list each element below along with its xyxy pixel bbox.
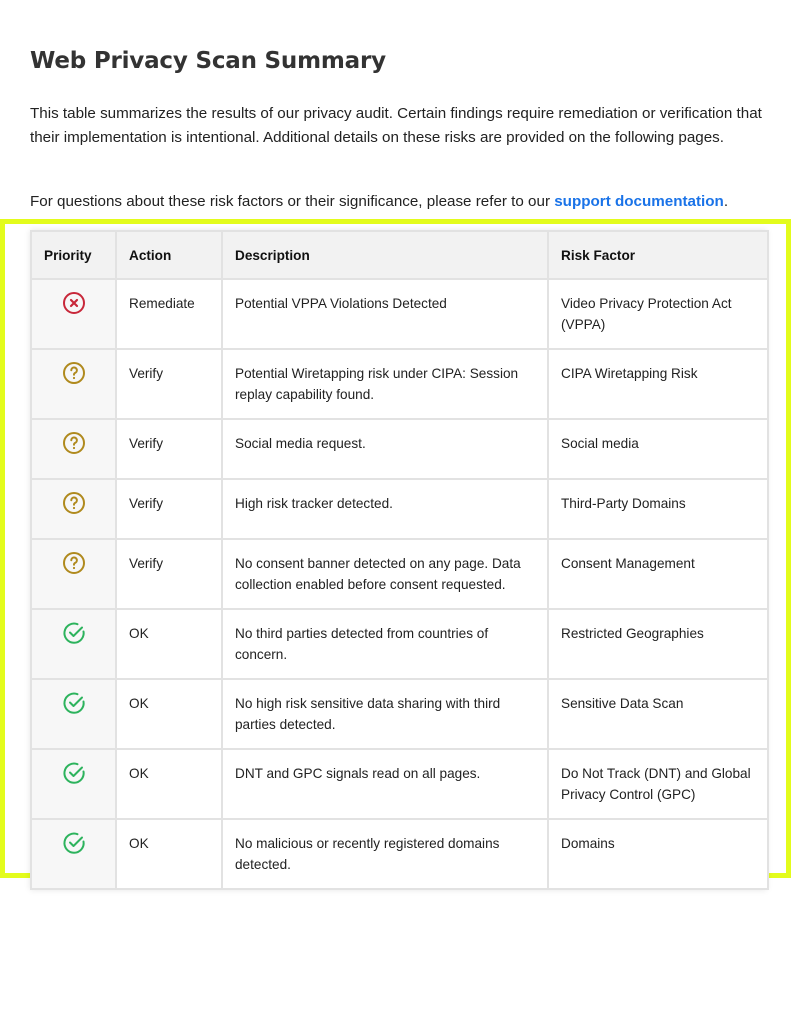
scan-summary-table [30,230,769,890]
priority-cell [31,349,116,419]
table-row [31,479,768,539]
description-cell: High risk tracker detected. [222,479,548,539]
description-cell: No consent banner detected on any page. Data collection enabled before consent requested. [222,539,548,609]
table-row [31,679,768,749]
risk-factor-cell: Domains [548,819,768,889]
action-cell: Verify [116,479,222,539]
header-action: Action [116,231,222,279]
description-cell: Social media request. [222,419,548,479]
priority-cell [31,749,116,819]
question-circle-icon [62,361,86,385]
risk-factor-cell: CIPA Wiretapping Risk [548,349,768,419]
priority-cell [31,279,116,349]
check-circle-icon [62,691,86,715]
page-title: Web Privacy Scan Summary [30,48,386,74]
check-circle-icon [62,831,86,855]
question-circle-icon [62,551,86,575]
header-description: Description [222,231,548,279]
question-circle-icon [62,491,86,515]
risk-factor-cell: Consent Management [548,539,768,609]
priority-cell [31,609,116,679]
description-cell: No high risk sensitive data sharing with third parties detected. [222,679,548,749]
priority-cell [31,419,116,479]
table-row [31,419,768,479]
questions-text: For questions about these risk factors or their significance, please refer to our [30,193,555,210]
risk-factor-cell: Social media [548,419,768,479]
action-cell: Verify [116,539,222,609]
risk-factor-cell: Third-Party Domains [548,479,768,539]
action-cell: OK [116,819,222,889]
risk-factor-cell: Video Privacy Protection Act (VPPA) [548,279,768,349]
check-circle-icon [62,761,86,785]
scan-summary-table-container [30,230,767,890]
check-circle-icon [62,621,86,645]
action-cell: Remediate [116,279,222,349]
risk-factor-cell: Sensitive Data Scan [548,679,768,749]
questions-paragraph [30,190,775,214]
risk-factor-cell: Do Not Track (DNT) and Global Privacy Control (GPC) [548,749,768,819]
priority-cell [31,539,116,609]
action-cell: OK [116,749,222,819]
table-row [31,749,768,819]
question-circle-icon [62,431,86,455]
questions-suffix: . [723,193,729,210]
intro-paragraph: This table summarizes the results of our privacy audit. Certain findings require remediation or verification that their implementation is intentional. Additional details on these risks are provided on the following pages. [30,105,762,146]
action-cell: Verify [116,419,222,479]
support-documentation-link[interactable]: support documentation [554,193,724,210]
action-cell: Verify [116,349,222,419]
description-cell: No malicious or recently registered domains detected. [222,819,548,889]
action-cell: OK [116,679,222,749]
header-priority: Priority [31,231,116,279]
description-cell: No third parties detected from countries of concern. [222,609,548,679]
description-cell: Potential Wiretapping risk under CIPA: Session replay capability found. [222,349,548,419]
description-cell: DNT and GPC signals read on all pages. [222,749,548,819]
priority-cell [31,479,116,539]
x-circle-icon [62,291,86,315]
table-row [31,539,768,609]
description-cell: Potential VPPA Violations Detected [222,279,548,349]
table-row [31,609,768,679]
table-header-row [31,231,768,279]
table-row [31,819,768,889]
action-cell: OK [116,609,222,679]
priority-cell [31,819,116,889]
risk-factor-cell: Restricted Geographies [548,609,768,679]
table-row [31,279,768,349]
priority-cell [31,679,116,749]
table-row [31,349,768,419]
header-risk-factor: Risk Factor [548,231,768,279]
